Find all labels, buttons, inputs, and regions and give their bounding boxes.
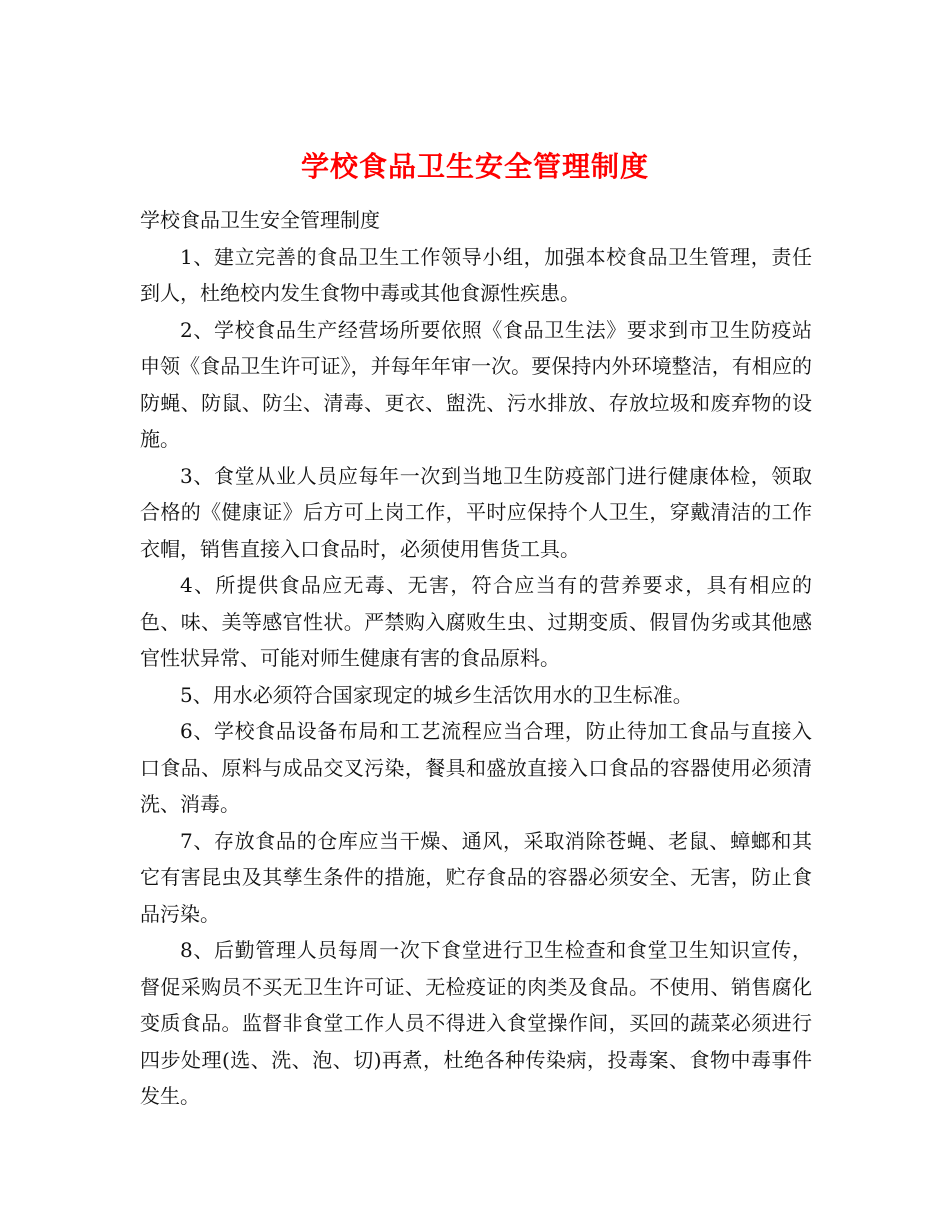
document-subtitle: 学校食品卫生安全管理制度 xyxy=(140,208,380,232)
paragraph-7: 7、存放食品的仓库应当干燥、通风，采取消除苍蝇、老鼠、蟑螂和其它有害昆虫及其孳生条件的措施，贮存食品的容器必须安全、无害，防止食品污染。 xyxy=(140,828,812,926)
document-body xyxy=(140,202,812,1115)
paragraph-3: 3、食堂从业人员应每年一次到当地卫生防疫部门进行健康体检，领取合格的《健康证》后方可上岗工作，平时应保持个人卫生，穿戴清洁的工作衣帽，销售直接入口食品时，必须使用售货工具。 xyxy=(140,463,812,561)
paragraph-4: 4、所提供食品应无毒、无害，符合应当有的营养要求，具有相应的色、味、美等感官性状。严禁购入腐败生虫、过期变质、假冒伪劣或其他感官性状异常、可能对师生健康有害的食品原料。 xyxy=(140,573,812,670)
paragraph-2: 2、学校食品生产经营场所要依照《食品卫生法》要求到市卫生防疫站申领《食品卫生许可证》，并每年年审一次。要保持内外环境整洁，有相应的防蝇、防鼠、防尘、清毒、更衣、盥洗、污水排放、存放垃圾和废弃物的设施。 xyxy=(140,317,812,451)
paragraph-8: 8、后勤管理人员每周一次下食堂进行卫生检查和食堂卫生知识宣传，督促采购员不买无卫生许可证、无检疫证的肉类及食品。不使用、销售腐化变质食品。监督非食堂工作人员不得进入食堂操作间，买回的蔬菜必须进行四步处理(选、洗、泡、切)再煮，杜绝各种传染病，投毒案、食物中毒事件发生。 xyxy=(140,938,812,1108)
paragraph-6: 6、学校食品设备布局和工艺流程应当合理，防止待加工食品与直接入口食品、原料与成品交叉污染，餐具和盛放直接入口食品的容器使用必须清洗、消毒。 xyxy=(140,719,812,816)
paragraph-1: 1、建立完善的食品卫生工作领导小组，加强本校食品卫生管理，责任到人，杜绝校内发生食物中毒或其他食源性疾患。 xyxy=(140,244,812,305)
paragraph-5: 5、用水必须符合国家现定的城乡生活饮用水的卫生标准。 xyxy=(180,682,693,707)
document-title: 学校食品卫生安全管理制度 xyxy=(300,149,649,183)
